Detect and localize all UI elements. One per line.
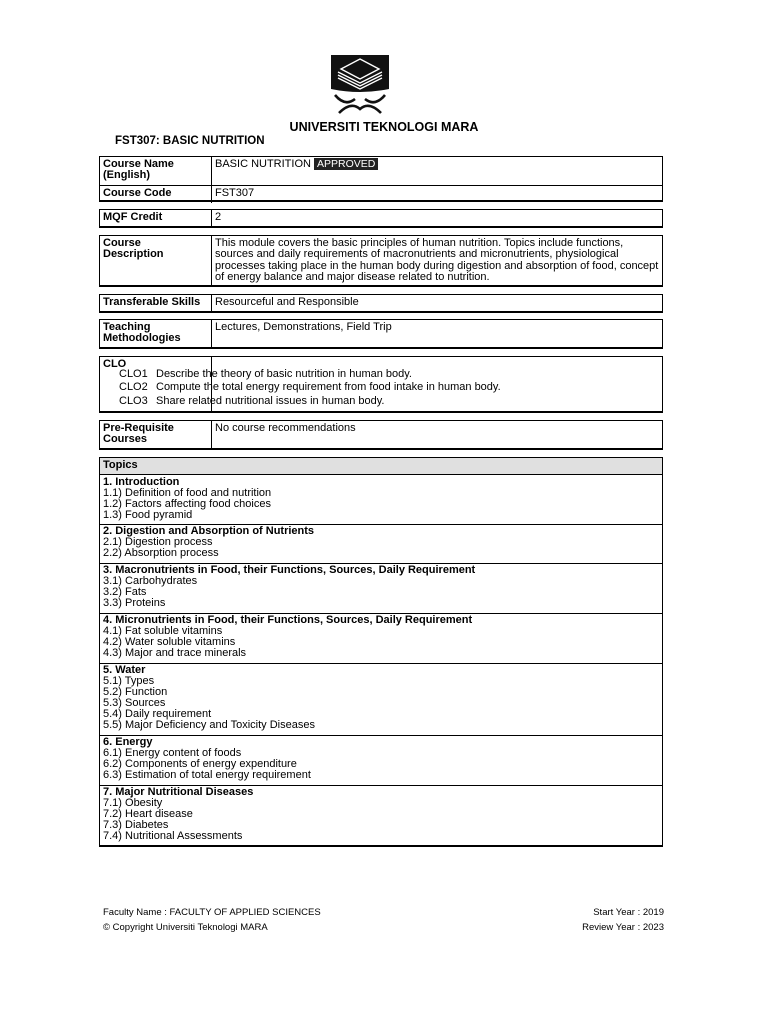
- topic-item: 6.1) Energy content of foods: [103, 747, 242, 759]
- topic-item: 1.2) Factors affecting food choices: [103, 498, 271, 510]
- topic-item: 1.1) Definition of food and nutrition: [103, 487, 272, 499]
- topics-table: [99, 457, 663, 847]
- topic-item: 7.2) Heart disease: [103, 808, 193, 820]
- course-name-text: BASIC NUTRITION: [215, 158, 311, 170]
- topic-item: 3.1) Carbohydrates: [103, 575, 198, 587]
- topic-item: 2.2) Absorption process: [103, 547, 219, 559]
- transferable-skills-label: Transferable Skills: [100, 295, 212, 311]
- mqf-credit-label: MQF Credit: [100, 210, 212, 226]
- topic-item: 6.2) Components of energy expenditure: [103, 758, 297, 770]
- university-name: UNIVERSITI TEKNOLOGI MARA: [289, 120, 479, 134]
- topic-item: 4.3) Major and trace minerals: [103, 647, 247, 659]
- course-description-row: [99, 235, 663, 287]
- topic-item: 3.2) Fats: [103, 586, 147, 598]
- clo-item: [119, 395, 385, 407]
- topic-section: [100, 476, 662, 525]
- topic-title: 6. Energy: [103, 736, 153, 748]
- topic-section: [100, 664, 662, 736]
- topics-heading: Topics: [100, 458, 662, 475]
- topic-item: 7.3) Diabetes: [103, 819, 169, 831]
- clo-item: [119, 381, 501, 393]
- clo-code: CLO2: [119, 381, 148, 393]
- footer-copyright: © Copyright Universiti Teknologi MARA: [103, 922, 268, 933]
- topic-section: [100, 614, 662, 664]
- topic-item: 3.3) Proteins: [103, 597, 166, 609]
- topic-item: 2.1) Digestion process: [103, 536, 213, 548]
- clo-text: Share related nutritional issues in human body.: [156, 395, 385, 407]
- approved-badge: APPROVED: [314, 158, 378, 170]
- transferable-skills-row: [99, 294, 663, 313]
- teaching-methodologies-value: Lectures, Demonstrations, Field Trip: [215, 321, 392, 333]
- clo-text: Compute the total energy requirement from food intake in human body.: [156, 381, 501, 393]
- topic-item: 5.5) Major Deficiency and Toxicity Diseases: [103, 719, 315, 731]
- pre-requisite-row: [99, 420, 663, 450]
- clo-item: [119, 368, 412, 380]
- teaching-methodologies-label: Teaching Methodologies: [100, 320, 212, 347]
- footer-start-year: Start Year : 2019: [593, 907, 664, 918]
- topic-item: 5.4) Daily requirement: [103, 708, 212, 720]
- topic-title: 4. Micronutrients in Food, their Functions, Sources, Daily Requirement: [103, 614, 473, 626]
- course-name-value: [212, 157, 662, 186]
- topic-item: 6.3) Estimation of total energy requirement: [103, 769, 311, 781]
- topic-title: 2. Digestion and Absorption of Nutrients: [103, 525, 315, 537]
- course-code-row: [100, 185, 662, 203]
- course-description-label: Course Description: [100, 236, 212, 285]
- topic-item: 4.2) Water soluble vitamins: [103, 636, 236, 648]
- mqf-credit-value: 2: [215, 211, 222, 223]
- course-identity-table: [99, 156, 663, 202]
- course-name-label: Course Name (English): [100, 157, 212, 186]
- topic-item: 5.3) Sources: [103, 697, 166, 709]
- course-heading: FST307: BASIC NUTRITION: [115, 135, 265, 147]
- transferable-skills-value: Resourceful and Responsible: [215, 296, 359, 308]
- clo-code: CLO3: [119, 395, 148, 407]
- clo-code: CLO1: [119, 368, 148, 380]
- clo-text: Describe the theory of basic nutrition in human body.: [156, 368, 412, 380]
- topic-section: [100, 736, 662, 786]
- pre-requisite-value: No course recommendations: [215, 422, 356, 434]
- topic-title: 3. Macronutrients in Food, their Functions, Sources, Daily Requirement: [103, 564, 476, 576]
- topic-item: 4.1) Fat soluble vitamins: [103, 625, 223, 637]
- topic-item: 7.1) Obesity: [103, 797, 163, 809]
- course-description-value: This module covers the basic principles of human nutrition. Topics include functions, sources and daily requirements of macronutrients and micronutrients, physiological processes taking place in the human body during digestion and absorption of food, concept of energy balance and major disease related to nutrition.: [215, 237, 659, 283]
- topic-item: 5.2) Function: [103, 686, 168, 698]
- course-code-value: FST307: [215, 187, 255, 199]
- topic-section: [100, 564, 662, 614]
- topic-item: 7.4) Nutritional Assessments: [103, 830, 243, 842]
- topic-title: 5. Water: [103, 664, 146, 676]
- topic-item: 1.3) Food pyramid: [103, 509, 193, 521]
- pre-requisite-label: Pre-Requisite Courses: [100, 421, 212, 448]
- mqf-credit-row: [99, 209, 663, 228]
- topic-section: [100, 525, 662, 564]
- university-logo: [331, 55, 389, 119]
- topic-title: 1. Introduction: [103, 476, 180, 488]
- topic-section: [100, 786, 662, 846]
- footer-faculty: Faculty Name : FACULTY OF APPLIED SCIENCES: [103, 907, 321, 918]
- footer-review-year: Review Year : 2023: [582, 922, 664, 933]
- course-code-label: Course Code: [100, 186, 212, 203]
- clo-label: CLO: [100, 357, 212, 411]
- teaching-methodologies-row: [99, 319, 663, 349]
- topic-item: 5.1) Types: [103, 675, 155, 687]
- topic-title: 7. Major Nutritional Diseases: [103, 786, 254, 798]
